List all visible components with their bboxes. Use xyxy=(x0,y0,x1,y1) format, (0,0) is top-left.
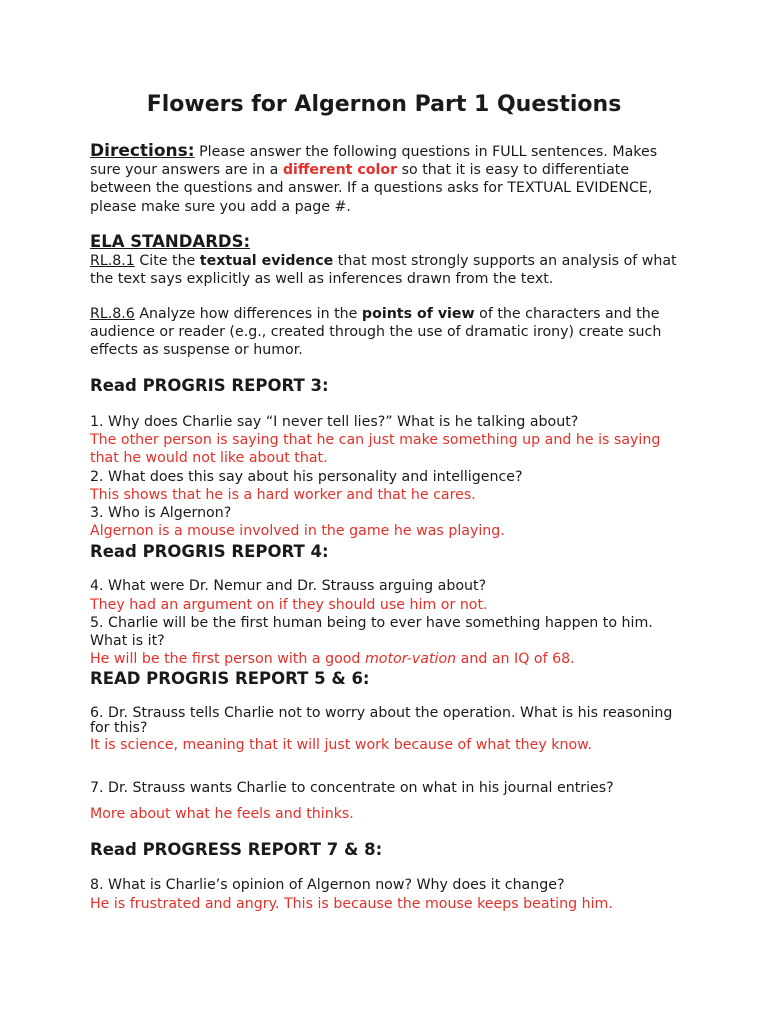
section-report-4: Read PROGRIS REPORT 4: xyxy=(90,542,329,561)
page-title: Flowers for Algernon Part 1 Questions xyxy=(146,92,622,117)
directions-label: Directions: xyxy=(90,141,195,161)
ela-standards-heading: ELA STANDARDS: xyxy=(90,232,251,251)
standard-rl81-bold: textual evidence xyxy=(199,253,334,269)
answer-8: He is frustrated and angry. This is because the mouse keeps beating him. xyxy=(90,896,613,912)
question-5: 5. Charlie will be the first human being to ever have something happen to him. What is it? xyxy=(90,615,653,650)
section-report-7-8: Read PROGRESS REPORT 7 & 8: xyxy=(90,840,383,859)
section-report-5-6: READ PROGRIS REPORT 5 & 6: xyxy=(90,669,370,688)
question-3: 3. Who is Algernon? xyxy=(90,505,232,521)
standard-rl86-code: RL.8.6 xyxy=(90,306,135,322)
standard-rl86-text-2: of the characters and the audience or reader (e.g., created through the use of dramatic irony) create such effects as suspense or humor. xyxy=(90,306,662,359)
answer-3: Algernon is a mouse involved in the game he was playing. xyxy=(90,523,505,539)
standard-rl86-text-1: Analyze how differences in the xyxy=(134,306,362,322)
directions-paragraph xyxy=(90,142,690,216)
standard-rl81-text-2: that most strongly supports an analysis of what the text says explicitly as well as inferences drawn from the text. xyxy=(90,253,677,288)
section-report-3: Read PROGRIS REPORT 3: xyxy=(90,376,329,395)
question-2: 2. What does this say about his personality and intelligence? xyxy=(90,469,523,485)
standard-rl86 xyxy=(90,305,690,360)
standard-rl86-bold: points of view xyxy=(361,306,475,322)
directions-highlight: different color xyxy=(282,162,398,179)
answer-5 xyxy=(90,650,690,668)
question-8: 8. What is Charlie’s opinion of Algernon now? Why does it change? xyxy=(90,877,565,893)
answer-4: They had an argument on if they should use him or not. xyxy=(90,597,488,613)
question-4: 4. What were Dr. Nemur and Dr. Strauss arguing about? xyxy=(90,578,487,594)
directions-text-1: Please answer the following questions in FULL sentences. Makes sure your answers are in a xyxy=(90,144,658,179)
answer-5-text-2: and an IQ of 68. xyxy=(456,651,575,667)
answer-7: More about what he feels and thinks. xyxy=(90,806,354,822)
answer-6: It is science, meaning that it will just work because of what they know. xyxy=(90,737,592,753)
answer-5-text-1: He will be the first person with a good xyxy=(90,651,365,667)
answer-1: The other person is saying that he can just make something up and he is saying that he would not like about that. xyxy=(90,432,661,467)
answer-5-italic: motor-vation xyxy=(364,651,457,667)
question-7: 7. Dr. Strauss wants Charlie to concentrate on what in his journal entries? xyxy=(90,780,614,796)
standard-rl81-code: RL.8.1 xyxy=(90,253,135,269)
standard-rl81 xyxy=(90,252,690,288)
standard-rl81-text-1: Cite the xyxy=(134,253,200,269)
question-6: 6. Dr. Strauss tells Charlie not to worry about the operation. What is his reasoning for this? xyxy=(90,705,673,736)
question-1: 1. Why does Charlie say “I never tell lies?” What is he talking about? xyxy=(90,414,579,430)
directions-text-2: so that it is easy to differentiate between the questions and answer. If a questions asks for TEXTUAL EVIDENCE, please make sure you add a page #. xyxy=(90,162,653,215)
answer-2: This shows that he is a hard worker and that he cares. xyxy=(90,487,476,503)
